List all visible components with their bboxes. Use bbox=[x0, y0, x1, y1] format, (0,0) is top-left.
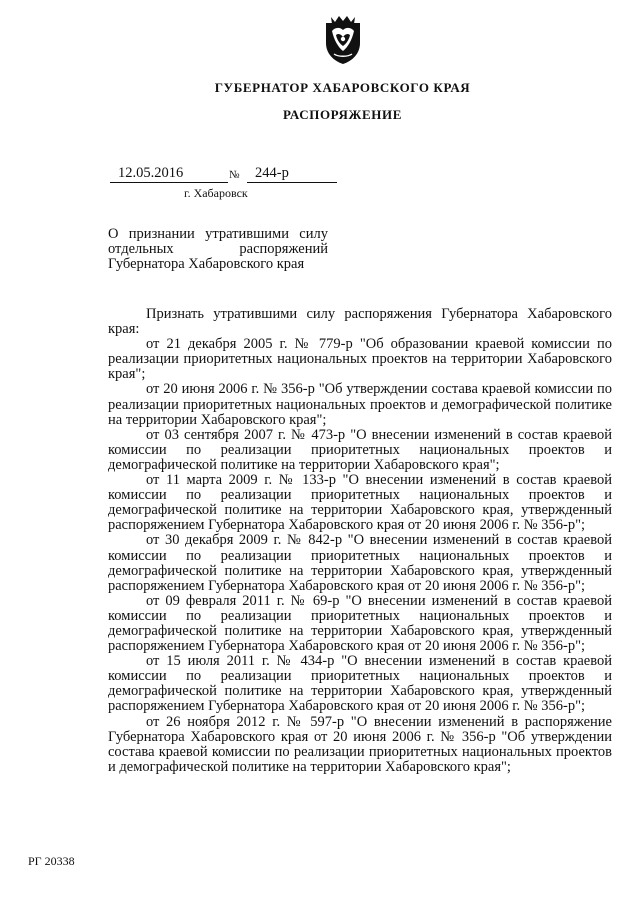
body-paragraph: от 21 декабря 2005 г. № 779-р "Об образовании краевой комиссии по реализации приоритетных национальных проектов на территории Хабаровского края"; bbox=[108, 336, 612, 383]
body-paragraph: от 30 декабря 2009 г. № 842-р "О внесении изменений в состав краевой комиссии по реализации приоритетных национальных проектов и демографической политике на территории Хабаровского края, утвержденный распоряжением Губернатора Хабаровского края от 20 июня 2006 г. № 356-р"; bbox=[108, 532, 612, 594]
body-paragraph: от 15 июля 2011 г. № 434-р "О внесении изменений в состав краевой комиссии по реализации приоритетных национальных проектов и демографической политике на территории Хабаровского края, утвержденный распоряжением Губернатора Хабаровского края от 20 июня 2006 г. № 356-р"; bbox=[108, 653, 612, 715]
document-subject: О признании утратившими силу отдельных распоряжений Губернатора Хабаровского края bbox=[108, 226, 328, 272]
body-paragraph: от 11 марта 2009 г. № 133-р "О внесении изменений в состав краевой комиссии по реализации приоритетных национальных проектов и демографической политике на территории Хабаровского края, утвержденный распоряжением Губернатора Хабаровского края от 20 июня 2006 г. № 356-р"; bbox=[108, 472, 612, 534]
body-paragraph: от 26 ноября 2012 г. № 597-р "О внесении изменений в распоряжение Губернатора Хабаровского края от 20 июня 2006 г. № 356-р "Об утверждении состава краевой комиссии по реализации приоритетных национальных проектов и демографической политике на территории Хабаровского края"; bbox=[108, 713, 612, 775]
coat-of-arms-icon bbox=[323, 13, 363, 65]
body-paragraph: от 20 июня 2006 г. № 356-р "Об утверждении состава краевой комиссии по реализации приоритетных национальных проектов и демографической политике на территории Хабаровского края"; bbox=[108, 381, 612, 428]
document-body bbox=[108, 307, 612, 775]
footer-code: РГ 20338 bbox=[28, 854, 75, 868]
document-number: 244-р bbox=[247, 164, 337, 183]
document-type: РАСПОРЯЖЕНИЕ bbox=[283, 107, 402, 122]
body-paragraph: от 09 февраля 2011 г. № 69-р "О внесении изменений в состав краевой комиссии по реализации приоритетных национальных проектов и демографической политике на территории Хабаровского края, утвержденный распоряжением Губернатора Хабаровского края от 20 июня 2006 г. № 356-р"; bbox=[108, 592, 612, 655]
document-city: г. Хабаровск bbox=[184, 186, 248, 200]
number-sign: № bbox=[229, 169, 240, 181]
body-paragraph: Признать утратившими силу распоряжения Губернатора Хабаровского края: bbox=[108, 306, 612, 338]
body-paragraph: от 03 сентября 2007 г. № 473-р "О внесении изменений в состав краевой комиссии по реализации приоритетных национальных проектов и демографической политике на территории Хабаровского края"; bbox=[108, 426, 612, 473]
governor-title: ГУБЕРНАТОР ХАБАРОВСКОГО КРАЯ bbox=[214, 80, 471, 95]
document-date: 12.05.2016 bbox=[110, 164, 228, 183]
